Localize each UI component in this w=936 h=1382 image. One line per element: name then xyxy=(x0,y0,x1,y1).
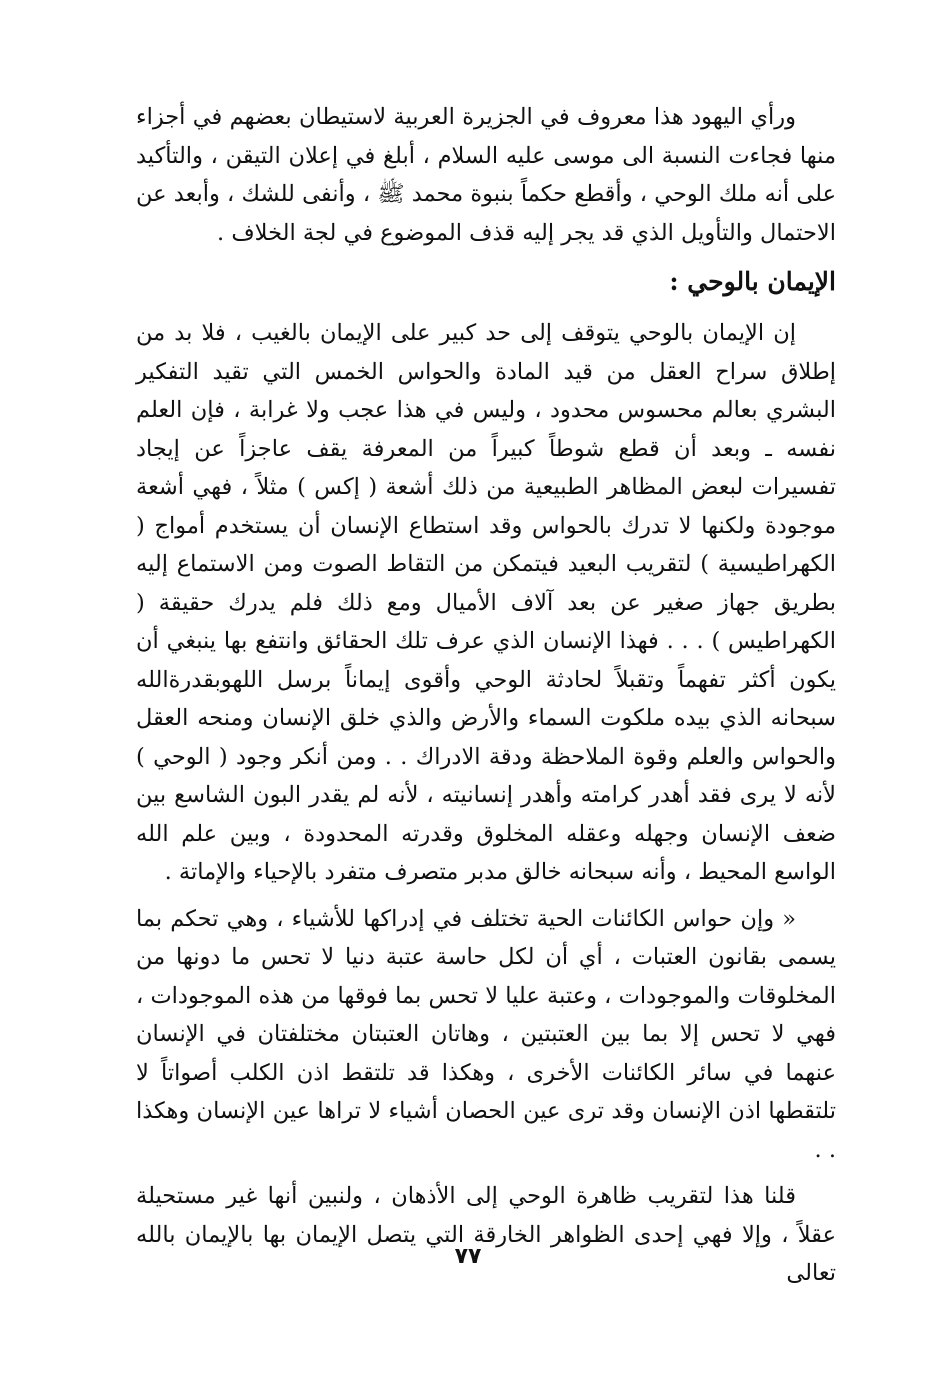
page-body xyxy=(136,98,836,1293)
paragraph-thresholds-quote: « وإن حواس الكائنات الحية تختلف في إدراكها للأشياء ، وهي تحكم بما يسمى بقانون العتبات ، أي أن لكل حاسة عتبة دنيا لا تحس ما دونها من المخلوقات والموجودات ، وعتبة عليا لا تحس بما فوقها من هذه الموجودات ، فهي لا تحس إلا بما بين العتبتين ، وهاتان العتبتان مختلفتان في الإنسان عنهما في سائر الكائنات الأخرى ، وهكذا قد تلتقط اذن الكلب أصواتاً لا تلتقطها اذن الإنسان وقد ترى عين الحصان أشياء لا تراها عين الإنسان وهكذا . . xyxy=(136,905,836,1163)
paragraph-conclusion: قلنا هذا لتقريب ظاهرة الوحي إلى الأذهان ، ولنبين أنها غير مستحيلة عقلاً ، وإلا فهي إحدى الظواهر الخارقة التي يتصل الإيمان بها بالإيمان بالله تعالى xyxy=(136,1183,836,1286)
section-heading: الإيمان بالوحي : xyxy=(669,267,836,296)
paragraph-faith-in-revelation: إن الإيمان بالوحي يتوقف إلى حد كبير على الإيمان بالغيب ، فلا بد من إطلاق سراح العقل من قيد المادة والحواس الخمس التي تقيد التفكير البشري بعالم محسوس محدود ، وليس في هذا عجب ولا غرابة ، فإن العلم نفسه ـ وبعد أن قطع شوطاً كبيراً من المعرفة يقف عاجزاً عن إيجاد تفسيرات لبعض المظاهر الطبيعية من ذلك أشعة ( إكس ) مثلاً ، فهي أشعة موجودة ولكنها لا تدرك بالحواس وقد استطاع الإنسان أن يستخدم أمواج ( الكهراطيسية ) لتقريب البعيد فيتمكن من التقاط الصوت ومن الاستماع إليه بطريق جهاز صغير عن بعد آلاف الأميال ومع ذلك فلم يدرك حقيقة ( الكهراطيس ) . . . فهذا الإنسان الذي عرف تلك الحقائق وانتفع بها ينبغي أن يكون أكثر تفهماً وتقبلاً لحادثة الوحي وأقوى إيماناً برسل اللهوبقدرةالله سبحانه الذي بيده ملكوت السماء والأرض والذي خلق الإنسان ومنحه العقل والحواس والعلم وقوة الملاحظة ودقة الادراك . . ومن أنكر وجود ( الوحي ) لأنه لا يرى فقد أهدر كرامته وأهدر إنسانيته ، لأنه لم يقدر البون الشاسع بين ضعف الإنسان وجهله وعقله المخلوق وقدرته المحدودة ، وبين علم الله الواسع المحيط ، وأنه سبحانه خالق مدبر متصرف متفرد بالإحياء والإماتة . xyxy=(136,320,836,885)
intro-paragraph: ورأي اليهود هذا معروف في الجزيرة العربية لاستيطان بعضهم في أجزاء منها فجاءت النسبة الى موسى عليه السلام ، أبلغ في إعلان التيقن ، والتأكيد على أنه ملك الوحي ، وأقطع حكماً بنبوة محمد ﷺ ، وأنفى للشك ، وأبعد عن الاحتمال والتأويل الذي قد يجر إليه قذف الموضوع في لجة الخلاف . xyxy=(136,104,836,246)
page-number: ٧٧ xyxy=(454,1244,482,1269)
